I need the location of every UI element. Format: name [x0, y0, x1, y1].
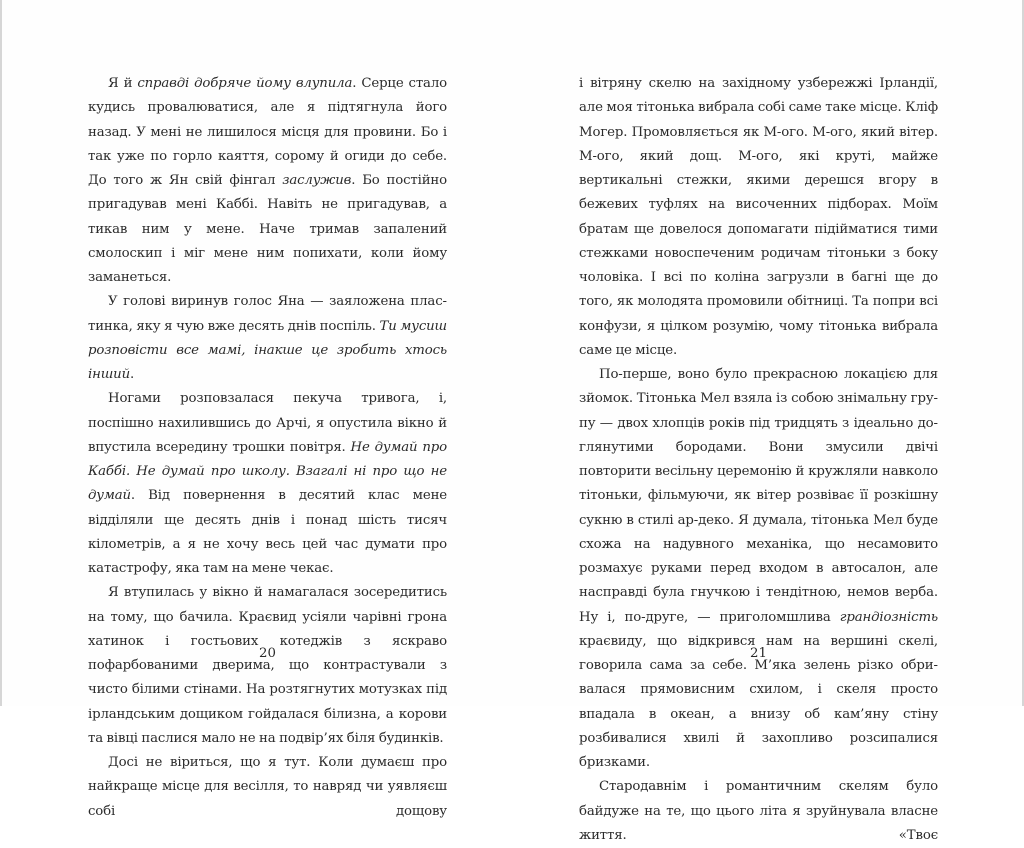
left-page: [88, 72, 447, 824]
text-run: . Від повернення в десятий клас мене відділяли ще десять днів і понад шість тисяч кілометрів, а я не хочу весь цей час думати про катастрофу, яка там на мене чекає.: [88, 488, 447, 576]
paragraph-continuation: [579, 72, 938, 363]
text-run: Досі не віриться, що я тут. Коли думаєш про найкраще місце для весілля, то навряд чи уявляєш собі дощову: [88, 755, 447, 819]
italic-run: Ти мусиш розповісти все мамі, інакше це зробить хтось інший: [88, 318, 447, 382]
italic-run: грандіозність: [839, 609, 938, 625]
text-run: По-перше, воно було прекрасною локацією для зйомок. Тітонька Мел взяла із собою знімальну групу — двох хлопців років під тридцять з ідеально доглянутими бородами. Вони змусили двічі повторити весільну церемонію й кружляли навколо тітоньки, фільмуючи, як вітер розвіває її розкішну сукню в стилі ар-деко. Я думала, тітонька Мел буде схожа на надувного механіка, що несамовито розмахує руками перед входом в автосалон, але насправді була гнучкою і тендітною, немов верба. Ну і, по-друге, — приголомшлива: [579, 367, 938, 625]
paragraph: [88, 581, 447, 751]
text-run: .: [130, 367, 135, 382]
text-run: і вітряну скелю на західному узбережжі Ірландії, але моя тітонька вибрала собі саме таке місце. Кліф Могер. Промовляється як М-ого. М-ого, який вітер. М-ого, який дощ. М-ого, які круті, майже вертикальні стежки, якими дерешся вгору в бежевих туфлях на височенних підборах. Моїм братам ще довелося допомагати підійматися тими стежками новоспеченим родичам тітоньки з боку чоловіка. І всі по коліна загрузли в багні ще до того, як молодята промовили обітниці. Та попри всі конфузи, я цілком розумію, чому тітонька вибрала саме це місце.: [579, 76, 938, 358]
text-run: Я втупилась у вікно й намагалася зосередитись на тому, що бачила. Краєвид усіяли чарівні грона хатинок і гостьових котеджів з яскраво пофарбованими дверима, що контрастували з чисто білими стінами. На розтягнутих мотузках під ірландським дощиком гойдалася білизна, а корови та вівці паслися мало не на подвір’ях біля будинків.: [88, 585, 447, 746]
left-page-body: [88, 72, 447, 824]
italic-run: справді добряче йому влупила: [137, 76, 353, 91]
text-run: Ногами розповзалася пекуча тривога, і, поспішно нахилившись до Арчі, я опустила вікно й впустила всередину трошки повітря.: [88, 391, 447, 455]
paragraph: [88, 290, 447, 387]
text-run: Я й: [108, 76, 138, 91]
right-page-body: [579, 72, 938, 848]
page-number-left: 20: [259, 646, 276, 661]
italic-run: заслужив: [282, 173, 352, 188]
paragraph: [88, 387, 447, 581]
italic-run: Не думай про Каббі. Не думай про школу. Взагалі ні про що не думай: [88, 439, 447, 504]
right-page: [579, 72, 938, 848]
text-run: У голові виринув голос Яна — заяложена пластинка, яку я чую вже десять днів поспіль.: [88, 294, 447, 334]
text-run: краєвиду, що відкрився нам на вершині скелі, говорила сама за себе. М’яка зелень різко обривалася прямовисним схилом, і скеля просто впадала в океан, а внизу об кам’яну стіну розбивалися хвилі й захопливо розсипалися бризками.: [579, 633, 938, 770]
text-run: Стародавнім і романтичним скелям було байдуже на те, що цього літа я зруйнувала власне життя. «Твоє: [579, 779, 938, 843]
page-number-right: 21: [750, 646, 767, 661]
text-run: . Бо постійно пригадував мені Каббі. Навіть не пригадував, а тикав ним у мене. Наче тримав запалений смолоскип і міг мене ним попихати, коли йому заманеться.: [88, 173, 447, 285]
paragraph-continued: [88, 751, 447, 824]
paragraph: [579, 363, 938, 775]
paragraph-continued: [579, 775, 938, 848]
text-run: . Серце стало кудись провалюватися, але я підтягнула його назад. У мені не лишилося місця для провини. Бо і так уже по горло каяття, сорому й огиди до себе. До того ж Ян свій фінгал: [88, 76, 447, 188]
paragraph: [88, 72, 447, 290]
